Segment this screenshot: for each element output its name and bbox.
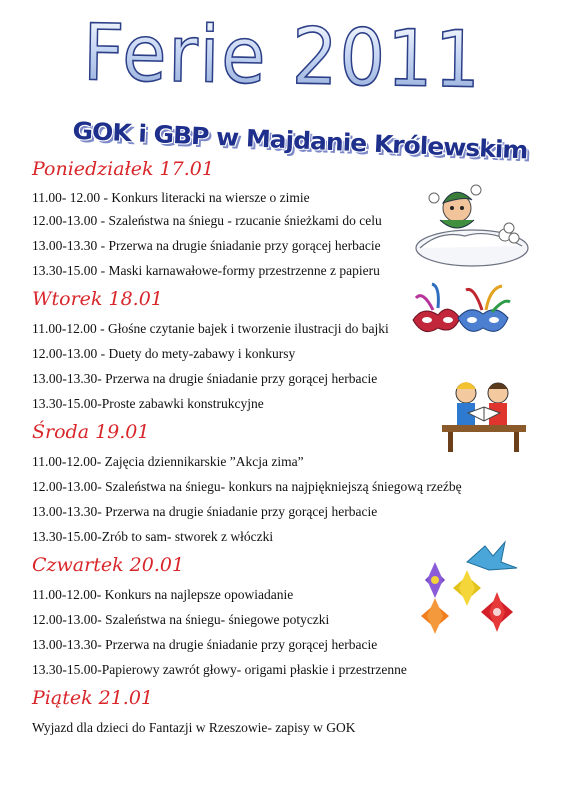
snowball-child-illustration <box>410 178 530 268</box>
carnival-masks-illustration <box>408 280 513 348</box>
schedule-item: 12.00-13.00 - Szaleństwa na śniegu - rzucanie śnieżkami do celu <box>32 213 382 228</box>
day-heading-monday: Poniedziałek 17.01 <box>32 158 214 180</box>
origami-flowers-crane-illustration <box>405 540 525 640</box>
day-heading-tuesday: Wtorek 18.01 <box>32 288 163 310</box>
schedule-item: 11.00-12.00- Konkurs na najlepsze opowiadanie <box>32 587 294 602</box>
schedule-item: Wyjazd dla dzieci do Fantazji w Rzeszowie- zapisy w GOK <box>32 720 356 735</box>
schedule-item: 13.30-15.00-Papierowy zawrót głowy- origami płaskie i przestrzenne <box>32 662 407 677</box>
schedule-item: 13.00-13.30- Przerwa na drugie śniadanie przy gorącej herbacie <box>32 504 378 519</box>
day-heading-friday: Piątek 21.01 <box>32 687 154 709</box>
schedule-item: 13.30-15.00 - Maski karnawałowe-formy przestrzenne z papieru <box>32 263 380 278</box>
schedule-item: 12.00-13.00 - Duety do mety-zabawy i konkursy <box>32 346 296 361</box>
schedule-item: 13.30-15.00-Proste zabawki konstrukcyjne <box>32 396 264 411</box>
children-reading-illustration <box>438 375 530 455</box>
schedule-item: 12.00-13.00- Szaleństwa na śniegu- śniegowe potyczki <box>32 612 330 627</box>
poster-title: Ferie 2011 <box>22 7 543 107</box>
day-heading-wednesday: Środa 19.01 <box>32 421 150 443</box>
poster-subtitle: GOK i GBP w Majdanie Królewskim <box>71 116 529 165</box>
schedule-item: 13.00-13.30- Przerwa na drugie śniadanie przy gorącej herbacie <box>32 371 378 386</box>
schedule-item: 11.00-12.00 - Głośne czytanie bajek i tworzenie ilustracji do bajki <box>32 321 389 336</box>
schedule-item: 13.00-13.30 - Przerwa na drugie śniadanie przy gorącej herbacie <box>32 238 381 253</box>
schedule-item: 13.00-13.30- Przerwa na drugie śniadanie przy gorącej herbacie <box>32 637 378 652</box>
day-heading-thursday: Czwartek 20.01 <box>32 554 185 576</box>
schedule-item: 11.00-12.00- Zajęcia dziennikarskie ”Akcja zima” <box>32 454 304 469</box>
schedule-item: 11.00- 12.00 - Konkurs literacki na wiersze o zimie <box>32 190 310 205</box>
schedule-item: 13.30-15.00-Zrób to sam- stworek z włóczki <box>32 529 274 544</box>
schedule-item: 12.00-13.00- Szaleństwa na śniegu- konkurs na najpiękniejszą śniegową rzeźbę <box>32 479 462 494</box>
